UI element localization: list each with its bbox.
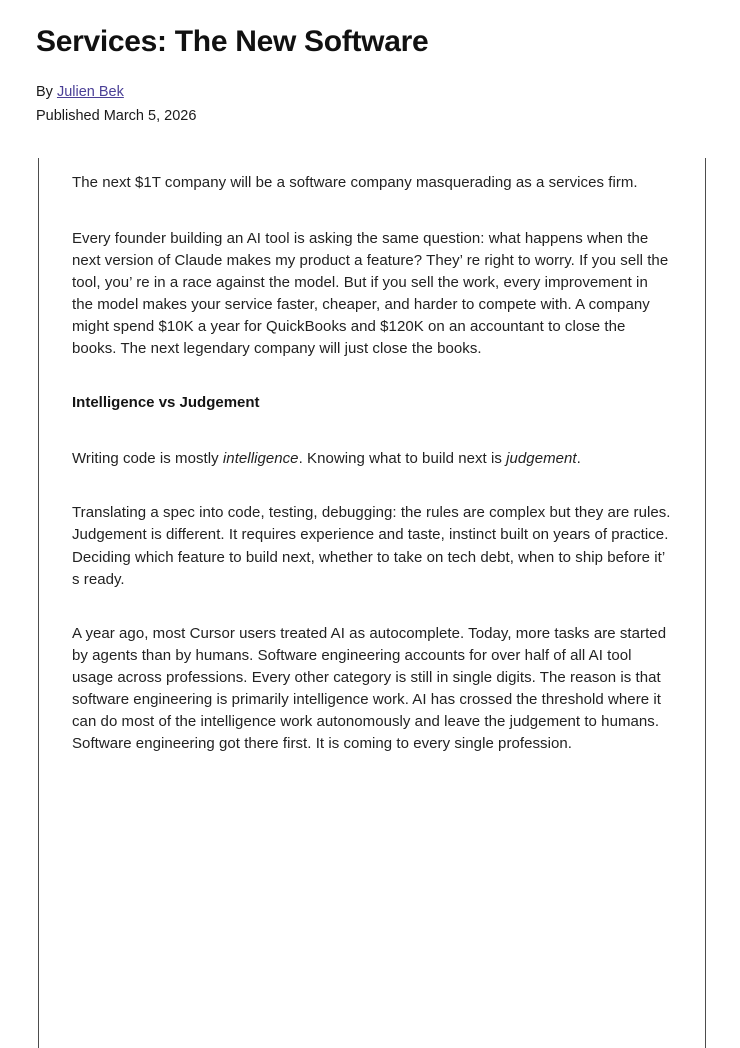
paragraph-3-text-3: . [576,450,581,468]
author-link[interactable]: Julien Bek [56,84,124,101]
paragraph-lede: The next $1T company will be a software company masquerading as a services firm. [72,174,638,191]
article-body [39,158,705,755]
article-body-frame [38,158,706,1048]
byline [36,81,704,103]
paragraph-3-emphasis-intelligence: intelligence [222,450,299,468]
paragraph-3-text-1: Writing code is mostly [72,450,223,468]
paragraph-3-emphasis-judgement: judgement [506,450,577,468]
published-date: Published March 5, 2026 [36,107,197,124]
paragraph-4: Translating a spec into code, testing, debugging: the rules are complex but they are rules. Judgement is different. It requires experience and taste, instinct built on years of practice. Deciding which feature to build next, whether to take on tech debt, when to ship before it’ s ready. [72,504,671,588]
paragraph-3 [72,448,671,470]
paragraph-3-text-2: . Knowing what to build next is [298,450,507,468]
paragraph-5: A year ago, most Cursor users treated AI as autocomplete. Today, more tasks are started by agents than by humans. Software engineering accounts for over half of all AI tool usage across professions. Every other category is still in single digits. The reason is that software engineering is primarily intelligence work. AI has crossed the threshold where it can do most of the intelligence work autonomously and leave the judgement to humans. Software engineering got there first. It is coming to every single profession. [72,624,667,752]
byline-prefix: By [36,84,57,101]
section-heading-intelligence-vs-judgement: Intelligence vs Judgement [72,394,260,412]
article-header [0,0,740,127]
paragraph-2: Every founder building an AI tool is asking the same question: what happens when the next version of Claude makes my product a feature? They’ re right to worry. If you sell the tool, you’ re in a race against the model. But if you sell the work, every improvement in the model makes your service faster, cheaper, and harder to compete with. A company might spend $10K a year for QuickBooks and $120K on an accountant to close the books. The next legendary company will just close the books. [72,230,669,358]
page-title: Services: The New Software [36,25,429,58]
